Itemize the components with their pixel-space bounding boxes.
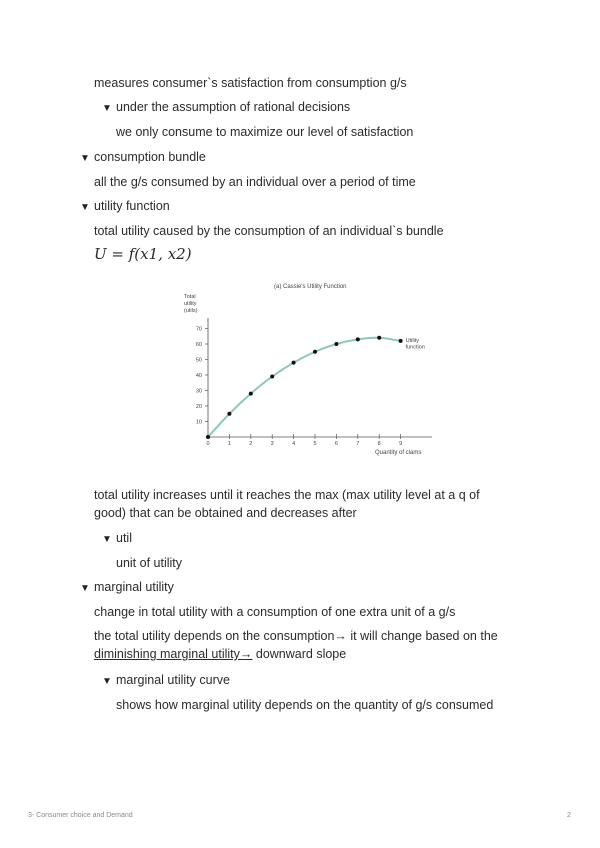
x-tick-label: 1 bbox=[227, 441, 231, 447]
series-label bbox=[406, 338, 425, 351]
data-point bbox=[356, 337, 360, 341]
y-tick-label: 50 bbox=[195, 357, 202, 364]
toggle-label: utility function bbox=[94, 199, 170, 213]
text-line-8a bbox=[94, 486, 480, 504]
toggle-consumption-bundle[interactable] bbox=[80, 148, 206, 168]
y-tick-label: 70 bbox=[195, 326, 202, 333]
line-text: all the g/s consumed by an individual over a period of time bbox=[94, 175, 416, 189]
data-point bbox=[334, 342, 338, 346]
footer-title: 3- Consumer choice and Demand bbox=[28, 812, 133, 819]
y-tick-label: 30 bbox=[195, 388, 202, 395]
y-tick-label: 10 bbox=[195, 419, 202, 426]
data-point bbox=[292, 361, 296, 365]
text-line-13b bbox=[94, 645, 346, 663]
text-line-1 bbox=[94, 74, 407, 92]
text-line-13a bbox=[94, 627, 498, 645]
toggle-label: marginal utility bbox=[94, 580, 174, 594]
x-ticks bbox=[206, 434, 402, 447]
x-tick-label: 7 bbox=[356, 441, 360, 447]
chart-title: (a) Cassie's Utility Function bbox=[274, 284, 347, 290]
diminishing-marginal-utility-link[interactable]: diminishing marginal utility→ bbox=[94, 647, 253, 661]
line-text: total utility caused by the consumption of an individual`s bundle bbox=[94, 224, 444, 238]
line-text: good) that can be obtained and decreases after bbox=[94, 506, 357, 520]
x-tick-label: 3 bbox=[270, 441, 274, 447]
text-line-5 bbox=[94, 173, 416, 191]
x-tick-label: 4 bbox=[292, 441, 296, 447]
text-line-12 bbox=[94, 603, 455, 621]
text-line-7 bbox=[94, 222, 444, 240]
toggle-label: consumption bundle bbox=[94, 150, 206, 164]
toggle-utility-function[interactable] bbox=[80, 197, 170, 217]
line-text: downward slope bbox=[252, 647, 347, 661]
triangle-down-icon[interactable]: ▼ bbox=[102, 676, 112, 687]
data-point bbox=[313, 350, 317, 354]
toggle-label: util bbox=[116, 531, 132, 545]
line-text: the total utility depends on the consumption→ it will change based on the bbox=[94, 629, 498, 643]
utility-curve bbox=[208, 338, 401, 437]
x-tick-label: 5 bbox=[313, 441, 317, 447]
line-text: shows how marginal utility depends on the quantity of g/s consumed bbox=[116, 698, 494, 712]
line-text: measures consumer`s satisfaction from consumption g/s bbox=[94, 76, 407, 90]
x-tick-label: 2 bbox=[249, 441, 253, 447]
line-text: we only consume to maximize our level of satisfaction bbox=[116, 125, 414, 139]
y-axis-label-line: utility bbox=[184, 301, 197, 307]
line-text: unit of utility bbox=[116, 556, 183, 570]
series-label-line: Utility bbox=[405, 337, 420, 344]
y-tick-label: 40 bbox=[195, 373, 202, 379]
utility-function-chart bbox=[176, 278, 438, 464]
triangle-down-icon[interactable]: ▼ bbox=[80, 583, 90, 594]
data-point bbox=[227, 412, 231, 416]
series-label-line: function bbox=[405, 344, 425, 351]
text-line-8b bbox=[94, 504, 357, 522]
x-tick-label: 6 bbox=[334, 441, 338, 447]
toggle-marginal-utility-curve[interactable] bbox=[102, 671, 230, 691]
y-tick-label: 20 bbox=[195, 404, 202, 410]
line-text: change in total utility with a consumption of one extra unit of a g/s bbox=[94, 605, 456, 619]
page-number: 2 bbox=[567, 812, 571, 819]
text-line-15 bbox=[116, 696, 493, 714]
line-text: total utility increases until it reaches the max (max utility level at a q of bbox=[94, 488, 480, 502]
data-points bbox=[206, 336, 403, 439]
y-ticks bbox=[196, 327, 208, 426]
utility-formula bbox=[94, 245, 192, 263]
data-point bbox=[206, 435, 210, 439]
triangle-down-icon[interactable]: ▼ bbox=[102, 534, 112, 545]
y-axis-label bbox=[184, 294, 198, 314]
x-axis-label: Quantity of clams bbox=[375, 450, 422, 456]
data-point bbox=[399, 339, 403, 343]
data-point bbox=[377, 336, 381, 340]
text-line-3 bbox=[116, 123, 413, 141]
formula-text: U = f(x1, x2) bbox=[94, 245, 192, 263]
toggle-rational-decisions[interactable] bbox=[102, 98, 350, 118]
toggle-util[interactable] bbox=[102, 529, 132, 549]
data-point bbox=[249, 392, 253, 396]
y-axis-label-line: (utils) bbox=[184, 308, 198, 314]
y-axis-label-line: Total bbox=[184, 294, 196, 300]
toggle-label: marginal utility curve bbox=[116, 673, 230, 687]
text-line-10 bbox=[116, 554, 182, 572]
triangle-down-icon[interactable]: ▼ bbox=[102, 103, 112, 114]
toggle-label: under the assumption of rational decisions bbox=[116, 100, 351, 114]
x-tick-label: 8 bbox=[377, 441, 381, 447]
toggle-marginal-utility[interactable] bbox=[80, 578, 174, 598]
x-tick-label: 9 bbox=[399, 441, 403, 447]
triangle-down-icon[interactable]: ▼ bbox=[80, 153, 90, 164]
x-tick-label: 0 bbox=[206, 441, 210, 447]
data-point bbox=[270, 375, 274, 379]
y-tick-label: 60 bbox=[195, 342, 202, 348]
triangle-down-icon[interactable]: ▼ bbox=[80, 202, 90, 213]
